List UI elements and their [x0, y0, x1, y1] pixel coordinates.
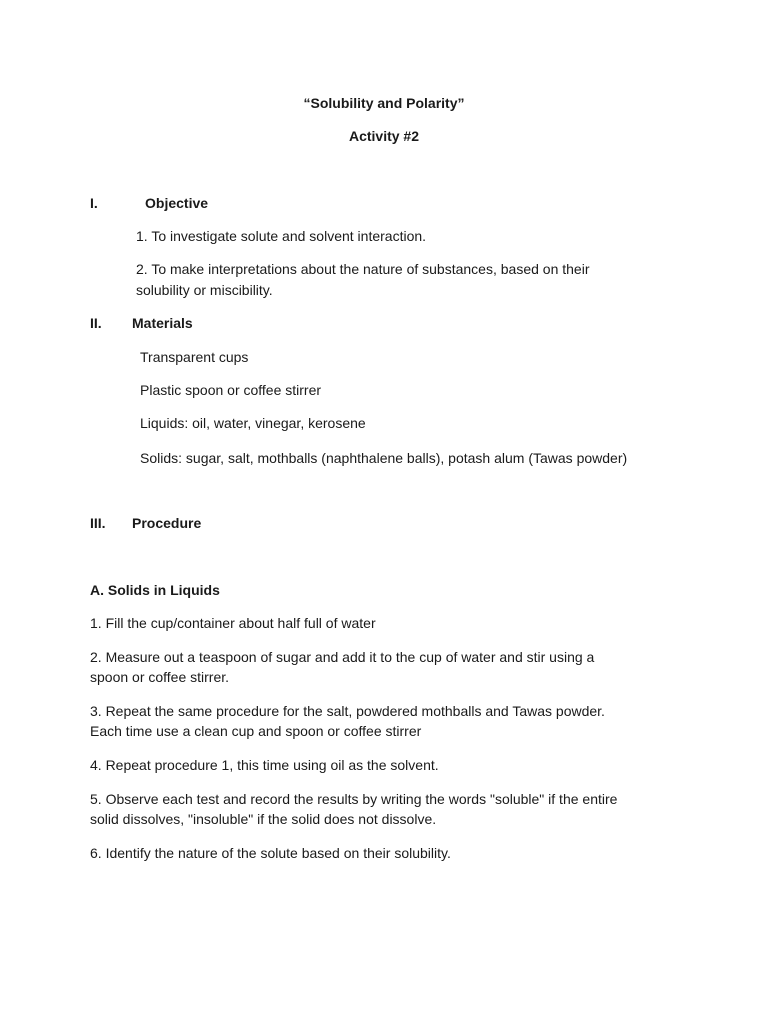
- materials-item: Transparent cups: [140, 349, 249, 365]
- procedure-step: 2. Measure out a teaspoon of sugar and add it to the cup of water and stir using a: [90, 649, 595, 665]
- procedure-step-continuation: spoon or coffee stirrer.: [90, 669, 230, 685]
- section-numeral-procedure: III.: [90, 515, 106, 531]
- procedure-step: 1. Fill the cup/container about half full of water: [90, 615, 376, 631]
- procedure-step: 3. Repeat the same procedure for the salt, powdered mothballs and Tawas powder.: [90, 703, 605, 719]
- document-subtitle: Activity #2: [348, 128, 420, 144]
- objective-item: 1. To investigate solute and solvent interaction.: [136, 228, 427, 244]
- procedure-step: 6. Identify the nature of the solute based on their solubility.: [90, 845, 451, 861]
- objective-item: 2. To make interpretations about the nature of substances, based on their: [136, 261, 590, 277]
- document-title: “Solubility and Polarity”: [303, 95, 465, 111]
- objective-item-continuation: solubility or miscibility.: [136, 282, 273, 298]
- subsection-title: A. Solids in Liquids: [90, 582, 220, 598]
- section-numeral-objective: I.: [90, 195, 98, 211]
- procedure-step-continuation: solid dissolves, "insoluble" if the solid does not dissolve.: [90, 811, 437, 827]
- section-heading-objective: Objective: [145, 195, 209, 211]
- section-heading-materials: Materials: [132, 315, 193, 331]
- procedure-step: 4. Repeat procedure 1, this time using oil as the solvent.: [90, 757, 439, 773]
- procedure-step: 5. Observe each test and record the results by writing the words "soluble" if the entire: [90, 791, 618, 807]
- section-numeral-materials: II.: [90, 315, 102, 331]
- materials-item: Plastic spoon or coffee stirrer: [140, 382, 322, 398]
- section-heading-procedure: Procedure: [132, 515, 202, 531]
- procedure-step-continuation: Each time use a clean cup and spoon or coffee stirrer: [90, 723, 422, 739]
- materials-item: Liquids: oil, water, vinegar, kerosene: [140, 415, 366, 431]
- materials-item: Solids: sugar, salt, mothballs (naphthalene balls), potash alum (Tawas powder): [140, 450, 628, 466]
